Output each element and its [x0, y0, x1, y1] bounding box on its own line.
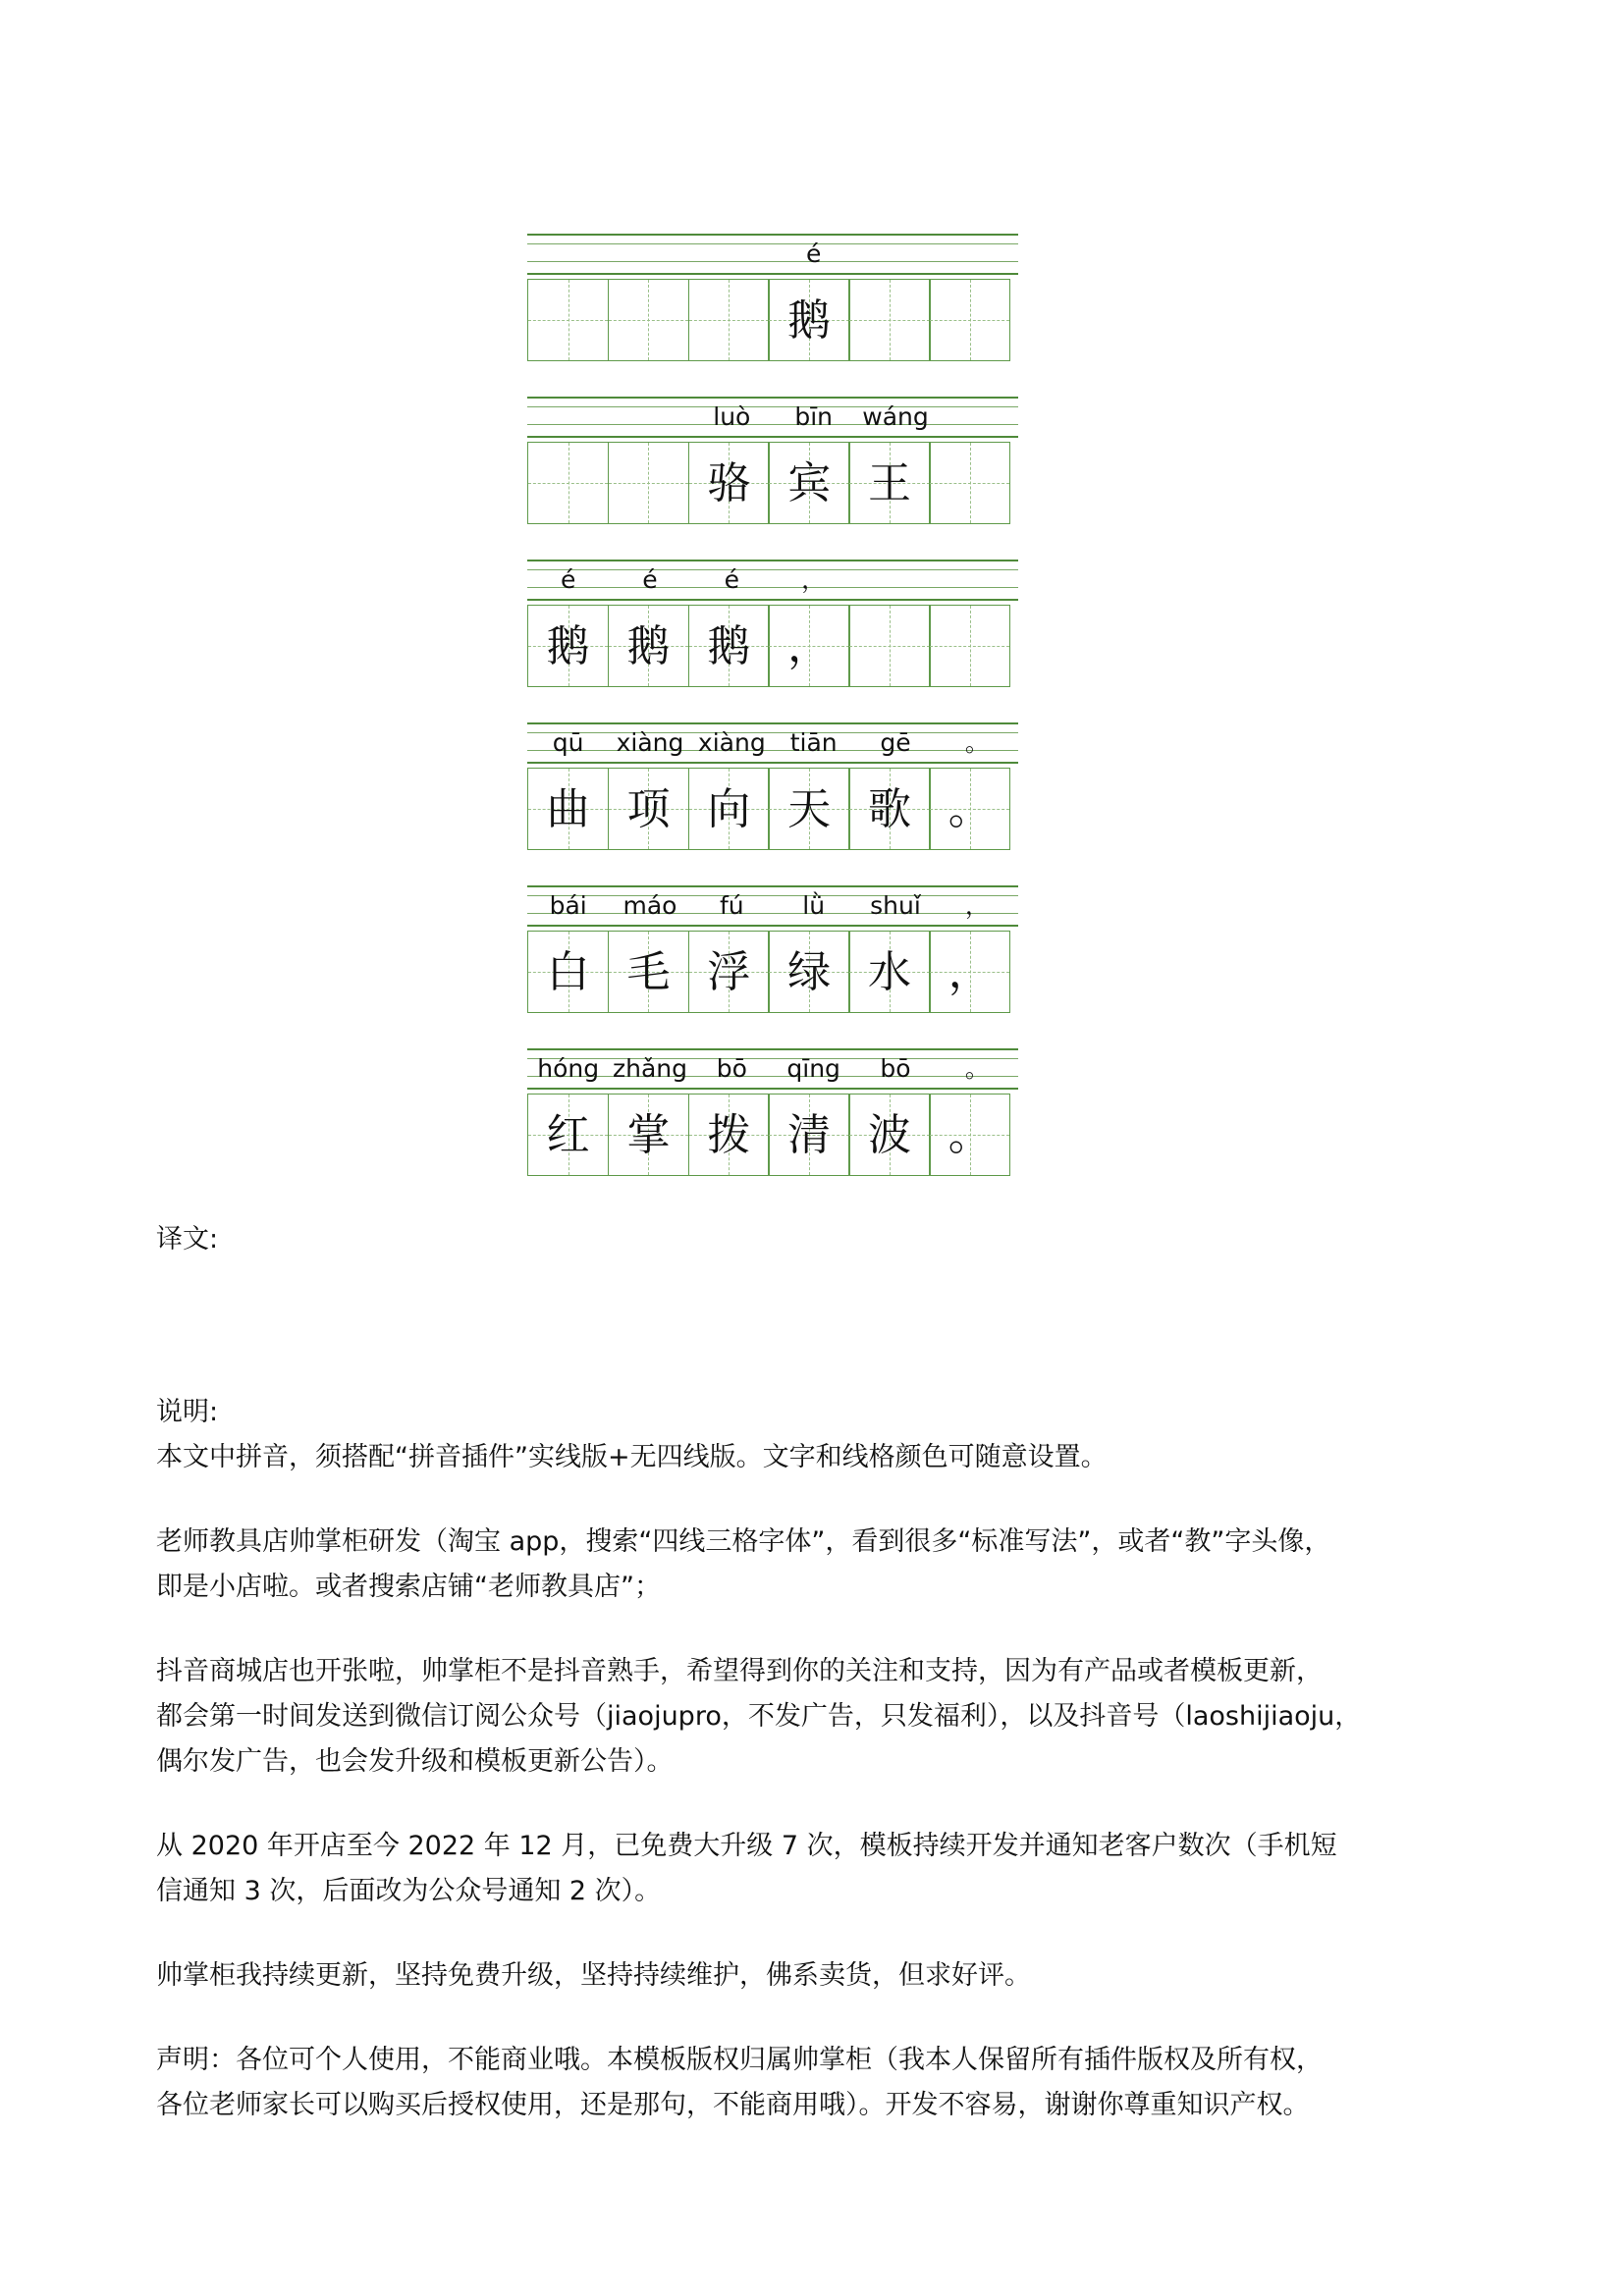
- pinyin-syllable: shuǐ: [870, 891, 921, 920]
- tianzige-row: [527, 768, 1018, 850]
- hanzi-character: 歌: [867, 784, 911, 834]
- tianzige-cell: [688, 279, 770, 361]
- notes-line: 都会第一时间发送到微信订阅公众号（jiaojupro，不发广告，只发福利），以及抖音号（laoshijiaoju，: [156, 1701, 1362, 1732]
- pinyin-syllable: [937, 560, 1018, 605]
- hanzi-character: 红: [546, 1110, 590, 1160]
- pinyin-syllable: tiān: [789, 728, 838, 757]
- poem-writing-grid: [527, 234, 1018, 1211]
- notes-line: 各位老师家长可以购买后授权使用，还是那句，不能商用哦）。开发不容易，谢谢你尊重知识产权。: [156, 2090, 1310, 2120]
- translation-label: 译文:: [156, 1224, 219, 1255]
- pinyin-syllable: hóng: [537, 1054, 600, 1083]
- tianzige-cell: [929, 605, 1010, 687]
- hanzi-character: 向: [707, 784, 751, 834]
- pinyin-four-lines: [527, 234, 1018, 279]
- hanzi-character: 骆: [707, 458, 751, 508]
- tianzige-cell: [768, 768, 849, 850]
- hanzi-character: 浮: [707, 947, 751, 997]
- pinyin-syllable: ，: [964, 891, 990, 920]
- pinyin-syllable: bái: [549, 891, 587, 920]
- pinyin-syllable: [691, 234, 773, 279]
- poem-row: [527, 885, 1018, 1048]
- hanzi-character: [930, 443, 1009, 523]
- hanzi-character: [930, 280, 1009, 360]
- pinyin-syllable: é: [805, 240, 822, 268]
- hanzi-character: 清: [787, 1110, 832, 1160]
- hanzi-character: [689, 280, 769, 360]
- pinyin-syllable: bō: [716, 1054, 747, 1083]
- hanzi-character: [849, 280, 929, 360]
- hanzi-character: 。: [947, 784, 992, 834]
- tianzige-row: [527, 279, 1018, 361]
- tianzige-cell: [527, 1094, 609, 1176]
- pinyin-syllable: qīng: [786, 1054, 840, 1083]
- pinyin-four-lines: [527, 722, 1018, 768]
- notes-line: 抖音商城店也开张啦，帅掌柜不是抖音熟手，希望得到你的关注和支持，因为有产品或者模板更新，: [156, 1656, 1323, 1686]
- poem-row: [527, 722, 1018, 885]
- poem-row: [527, 234, 1018, 397]
- tianzige-cell: [848, 1094, 930, 1176]
- hanzi-character: 掌: [626, 1110, 671, 1160]
- tianzige-cell: [608, 931, 689, 1013]
- hanzi-character: 拨: [707, 1110, 751, 1160]
- pinyin-syllable: [609, 397, 690, 442]
- pinyin-syllable: [937, 234, 1018, 279]
- tianzige-cell: [768, 1094, 849, 1176]
- tianzige-cell: [929, 768, 1010, 850]
- tianzige-cell: [608, 768, 689, 850]
- hanzi-character: 波: [867, 1110, 911, 1160]
- tianzige-cell: [768, 605, 849, 687]
- hanzi-character: 鹅: [626, 621, 671, 671]
- hanzi-character: 水: [867, 947, 911, 997]
- pinyin-syllable: [527, 234, 609, 279]
- tianzige-cell: [527, 931, 609, 1013]
- hanzi-character: 宾: [787, 458, 832, 508]
- hanzi-character: [609, 443, 688, 523]
- hanzi-character: 鹅: [546, 621, 590, 671]
- tianzige-cell: [929, 1094, 1010, 1176]
- pinyin-syllable: fú: [719, 891, 744, 920]
- tianzige-row: [527, 605, 1018, 687]
- tianzige-cell: [688, 931, 770, 1013]
- pinyin-syllable: qū: [552, 728, 584, 757]
- hanzi-character: 王: [867, 458, 911, 508]
- hanzi-character: 毛: [626, 947, 671, 997]
- pinyin-syllable: bō: [880, 1054, 911, 1083]
- notes-line: 老师教具店帅掌柜研发（淘宝 app，搜索“四线三格字体”，看到很多“标准写法”，或者“教”字头像，: [156, 1526, 1331, 1557]
- pinyin-four-lines: [527, 560, 1018, 605]
- hanzi-character: [528, 443, 608, 523]
- poem-row: [527, 397, 1018, 560]
- pinyin-syllable: lǜ: [802, 891, 826, 920]
- hanzi-character: 天: [787, 784, 832, 834]
- notes-line: 从 2020 年开店至今 2022 年 12 月，已免费大升级 7 次，模板持续开发并通知老客户数次（手机短: [156, 1831, 1337, 1861]
- poem-row: [527, 560, 1018, 722]
- pinyin-syllable: gē: [880, 728, 911, 757]
- tianzige-cell: [848, 605, 930, 687]
- tianzige-cell: [768, 442, 849, 524]
- hanzi-character: 。: [947, 1110, 992, 1160]
- pinyin-syllable: [527, 397, 609, 442]
- tianzige-cell: [527, 279, 609, 361]
- notes-line: 即是小店啦。或者搜索店铺“老师教具店”；: [156, 1572, 661, 1602]
- pinyin-four-lines: [527, 885, 1018, 931]
- pinyin-syllable: máo: [623, 891, 677, 920]
- hanzi-character: [849, 606, 929, 686]
- pinyin-syllable: é: [724, 565, 740, 594]
- tianzige-cell: [527, 442, 609, 524]
- tianzige-cell: [608, 605, 689, 687]
- tianzige-cell: [848, 279, 930, 361]
- poem-row: [527, 1048, 1018, 1211]
- pinyin-syllable: [937, 397, 1018, 442]
- hanzi-character: 曲: [546, 784, 590, 834]
- tianzige-cell: [688, 442, 770, 524]
- notes-line: 帅掌柜我持续更新，坚持免费升级，坚持持续维护，佛系卖货，但求好评。: [156, 1960, 1031, 1991]
- hanzi-character: 鹅: [787, 295, 832, 346]
- tianzige-cell: [688, 605, 770, 687]
- tianzige-row: [527, 1094, 1018, 1176]
- hanzi-character: 白: [546, 947, 590, 997]
- hanzi-character: ，: [787, 621, 832, 671]
- pinyin-syllable: é: [560, 565, 576, 594]
- notes-line: 信通知 3 次，后面改为公众号通知 2 次）。: [156, 1876, 662, 1906]
- pinyin-syllable: ，: [801, 565, 827, 594]
- tianzige-cell: [848, 442, 930, 524]
- notes-line: 本文中拼音，须搭配“拼音插件”实线版+无四线版。文字和线格颜色可随意设置。: [156, 1442, 1108, 1472]
- tianzige-cell: [768, 931, 849, 1013]
- pinyin-syllable: [854, 234, 936, 279]
- tianzige-row: [527, 931, 1018, 1013]
- tianzige-cell: [527, 605, 609, 687]
- pinyin-syllable: zhǎng: [612, 1054, 687, 1083]
- pinyin-four-lines: [527, 1048, 1018, 1094]
- tianzige-cell: [608, 279, 689, 361]
- pinyin-syllable: luò: [713, 402, 751, 431]
- hanzi-character: [930, 606, 1009, 686]
- tianzige-cell: [688, 1094, 770, 1176]
- hanzi-character: 鹅: [707, 621, 751, 671]
- pinyin-syllable: [609, 234, 690, 279]
- pinyin-syllable: [854, 560, 936, 605]
- tianzige-cell: [608, 442, 689, 524]
- pinyin-syllable: é: [642, 565, 658, 594]
- pinyin-syllable: 。: [964, 728, 990, 757]
- tianzige-cell: [929, 931, 1010, 1013]
- hanzi-character: 绿: [787, 947, 832, 997]
- pinyin-syllable: bīn: [794, 402, 833, 431]
- tianzige-cell: [848, 768, 930, 850]
- hanzi-character: 项: [626, 784, 671, 834]
- tianzige-cell: [929, 442, 1010, 524]
- tianzige-row: [527, 442, 1018, 524]
- pinyin-syllable: wáng: [862, 402, 929, 431]
- tianzige-cell: [929, 279, 1010, 361]
- tianzige-cell: [688, 768, 770, 850]
- pinyin-syllable: 。: [964, 1054, 990, 1083]
- notes-line: 声明：各位可个人使用，不能商业哦。本模板版权归属帅掌柜（我本人保留所有插件版权及所有权，: [156, 2045, 1323, 2075]
- pinyin-syllable: xiàng: [616, 728, 684, 757]
- pinyin-four-lines: [527, 397, 1018, 442]
- pinyin-syllable: xiàng: [697, 728, 766, 757]
- tianzige-cell: [848, 931, 930, 1013]
- tianzige-cell: [527, 768, 609, 850]
- hanzi-character: ，: [947, 947, 992, 997]
- notes-line: 偶尔发广告，也会发升级和模板更新公告）。: [156, 1746, 674, 1777]
- notes-heading: 说明:: [156, 1397, 219, 1427]
- hanzi-character: [528, 280, 608, 360]
- tianzige-cell: [768, 279, 849, 361]
- tianzige-cell: [608, 1094, 689, 1176]
- hanzi-character: [609, 280, 688, 360]
